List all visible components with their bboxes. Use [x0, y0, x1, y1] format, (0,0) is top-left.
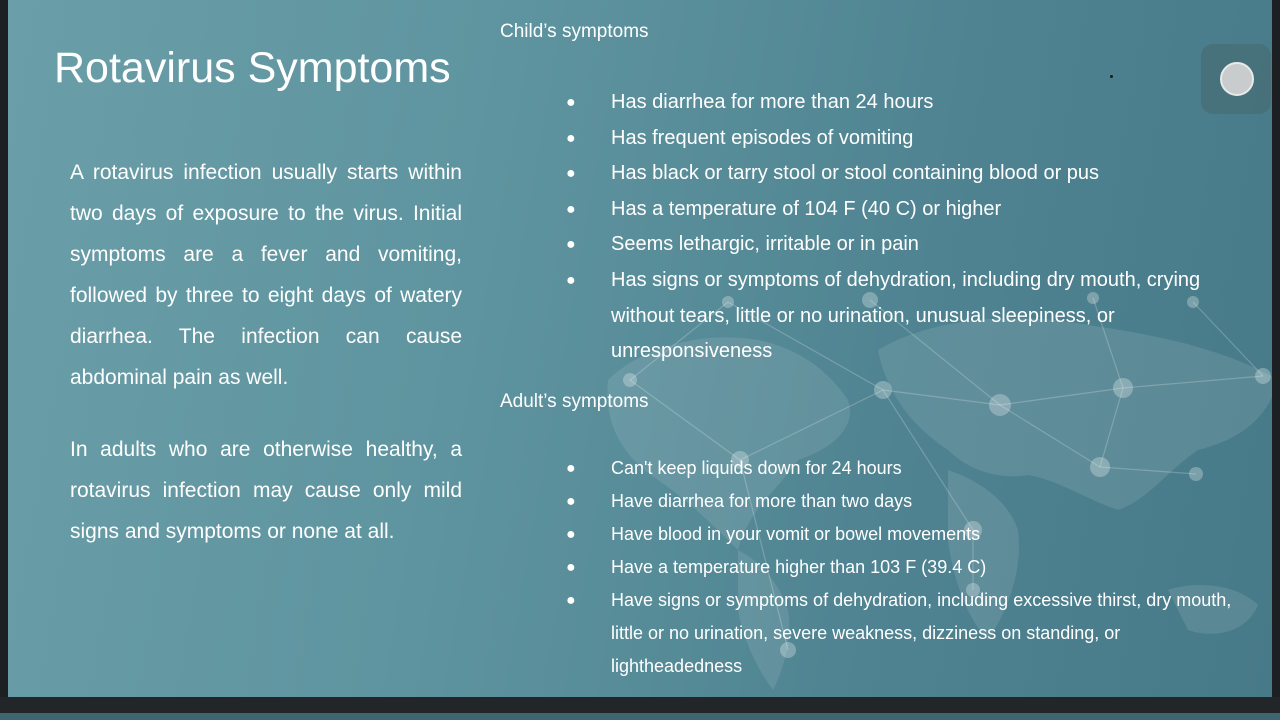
cursor-speck [1110, 75, 1113, 78]
list-item-text: Has diarrhea for more than 24 hours [611, 91, 934, 113]
bullet-icon: ● [566, 526, 576, 543]
next-slide-edge [0, 713, 1280, 720]
bullet-icon: ● [566, 559, 576, 576]
bullet-icon: ● [566, 493, 576, 510]
bullet-icon: ● [566, 94, 576, 111]
intro-paragraph: A rotavirus infection usually starts within two days of exposure to the virus. Initial symptoms are a fever and vomiting, followed by three to eight days of watery diarrhea. The infection can cause abdominal pain as well. [70, 161, 462, 389]
list-item [566, 551, 1246, 584]
bullet-icon: ● [566, 460, 576, 477]
list-item-text: Has signs or symptoms of dehydration, including dry mouth, crying without tears, little or no urination, unusual sleepiness, or unresponsiveness [611, 268, 1201, 363]
intro-paragraph: In adults who are otherwise healthy, a rotavirus infection may cause only mild signs and symptoms or none at all. [70, 438, 462, 543]
record-circle-icon [1220, 62, 1254, 96]
bullet-icon: ● [566, 592, 576, 609]
bullet-icon: ● [566, 236, 576, 254]
list-item [566, 518, 1246, 551]
list-item-text: Has a temperature of 104 F (40 C) or higher [611, 197, 1002, 220]
list-item [566, 85, 1246, 121]
list-item-text: Seems lethargic, irritable or in pain [611, 233, 919, 256]
child-symptoms-heading: Child’s symptoms [500, 21, 649, 42]
list-item-text: Has frequent episodes of vomiting [611, 126, 914, 149]
slide-title: Rotavirus Symptoms [54, 44, 451, 92]
list-item [566, 156, 1246, 192]
bullet-icon: ● [566, 165, 576, 183]
list-item [566, 227, 1246, 263]
bullet-icon: ● [566, 200, 576, 218]
list-item-text: Have blood in your vomit or bowel movements [611, 524, 981, 544]
bullet-icon: ● [566, 129, 576, 147]
record-button[interactable] [1201, 44, 1271, 114]
list-item [566, 485, 1246, 518]
list-item-text: Have signs or symptoms of dehydration, including excessive thirst, dry mouth, little or no urination, severe weakness, dizziness on standing, or lightheadedness [611, 590, 1232, 676]
adult-symptoms-heading: Adult’s symptoms [500, 391, 649, 412]
list-item-text: Have a temperature higher than 103 F (39.4 C) [611, 557, 987, 577]
list-item [566, 584, 1246, 683]
list-item-text: Has black or tarry stool or stool containing blood or pus [611, 162, 1100, 185]
list-item [566, 263, 1246, 370]
bullet-icon: ● [566, 271, 576, 289]
adult-symptoms-list [566, 452, 1246, 683]
list-item-text: Can't keep liquids down for 24 hours [611, 458, 902, 478]
list-item [566, 121, 1246, 157]
intro-text [70, 152, 462, 552]
list-item [566, 192, 1246, 228]
child-symptoms-list [566, 85, 1246, 370]
list-item [566, 452, 1246, 485]
list-item-text: Have diarrhea for more than two days [611, 491, 913, 511]
presentation-slide [8, 0, 1272, 697]
